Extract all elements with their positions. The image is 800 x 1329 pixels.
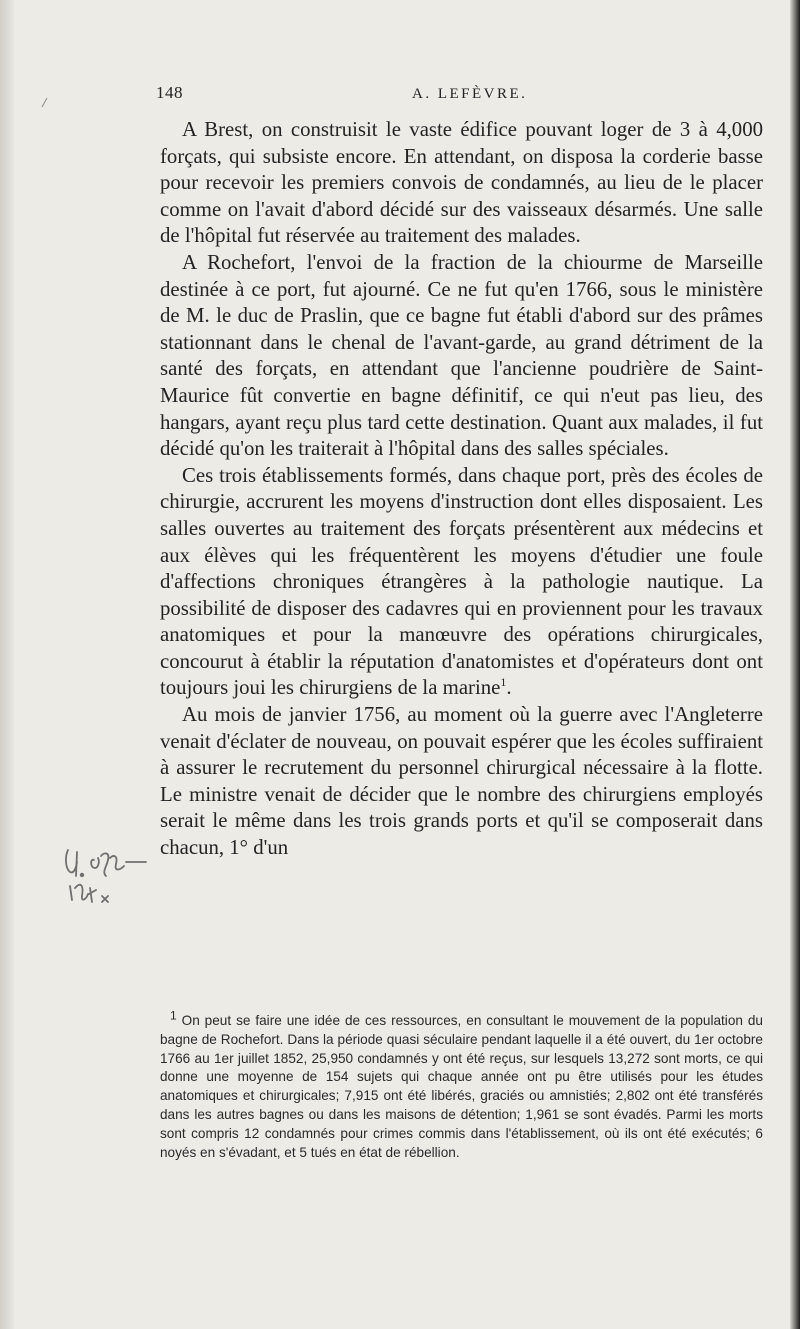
footnote-text: On peut se faire une idée de ces ressources, en consultant le mouvement de la population du bagne de Rochefort. Dans la période quasi séculaire pendant laquelle il a été ouvert, du 1er octobre 1766 au 1er juillet 1852, 25,950 condamnés y ont été reçus, sur lesquels 13,272 sont morts, ce qui donne une moyenne de 154 sujets qui chaque année ont pu être utilisés pour les études anatomiques et chirurgicales; 7,915 ont été libérés, graciés ou amnistiés; 2,802 ont été transférés dans les autres bagnes ou dans les maisons de détention; 1,961 se sont évadés. Parmi les morts sont compris 12 condamnés pour crimes commis dans l'établissement, où ils ont été exécutés; 6 noyés en s'évadant, et 5 tués en état de rébellion. bbox=[160, 1013, 763, 1160]
pencil-tick-mark bbox=[40, 96, 50, 108]
paragraph-janvier-1756: Au mois de janvier 1756, au moment où la guerre avec l'Angleterre venait d'éclater de nouveau, on pouvait espérer que les écoles suffiraient à assurer le recrutement du personnel chirurgical nécessaire à la flotte. Le ministre venait de décider que le nombre des chirurgiens employés serait le même dans les trois grands ports et qu'il se composerait dans chacun, 1° d'un bbox=[160, 703, 763, 860]
page-edge-left bbox=[0, 0, 14, 1329]
page-edge-right bbox=[790, 0, 800, 1329]
paragraph-etablissements-end: . bbox=[506, 676, 512, 700]
paragraph-brest: A Brest, on construisit le vaste édifice pouvant loger de 3 à 4,000 forçats, qui subsiste encore. En attendant, on disposa la corderie basse pour recevoir les premiers convois de condamnés, au lieu de le placer comme on l'avait d'abord décidé sur des vaisseaux désarmés. Une salle de l'hôpital fut réservée au traitement des malades. bbox=[160, 118, 763, 248]
paragraph-etablissements bbox=[160, 463, 763, 702]
running-head: A. LEFÈVRE. bbox=[412, 86, 528, 102]
footnote-reference: 1 bbox=[500, 675, 507, 690]
page-header bbox=[150, 83, 770, 109]
footnotes bbox=[160, 1008, 763, 1162]
footnote-1 bbox=[160, 1008, 763, 1162]
page-number: 148 bbox=[156, 83, 183, 102]
paragraph-rochefort: A Rochefort, l'envoi de la fraction de la chiourme de Marseille destinée à ce port, fut ajourné. Ce ne fut qu'en 1766, sous le ministère de M. le duc de Praslin, que ce bagne fut établi d'abord sur des prâmes stationnant dans le chenal de l'avant-garde, au grand détriment de la santé des forçats, en attendant que l'ancienne poudrière de Saint-Maurice fût convertie en bagne définitif, ce qui n'eut pas lieu, des hangars, ayant reçu plus tard cette destination. Quant aux malades, il fut décidé qu'on les traiterait à l'hôpital dans des salles spéciales. bbox=[160, 250, 763, 461]
body-text bbox=[160, 117, 763, 862]
handwritten-margin-annotation bbox=[60, 842, 150, 912]
footnote-number: 1 bbox=[170, 1008, 177, 1023]
paragraph-etablissements-text: Ces trois établissements formés, dans chaque port, près des écoles de chirurgie, accrurent les moyens d'instruction dont elles disposaient. Les salles ouvertes au traitement des forçats présentèrent aux médecins et aux élèves qui les fréquentèrent les moyens d'étudier une foule d'affections chroniques étrangères à la pathologie nautique. La possibilité de disposer des cadavres qui en proviennent pour les travaux anatomiques et pour la manœuvre des opérations chirurgicales, concourut à établir la réputation d'anatomistes et d'opérateurs dont ont toujours joui les chirurgiens de la marine bbox=[160, 463, 763, 700]
